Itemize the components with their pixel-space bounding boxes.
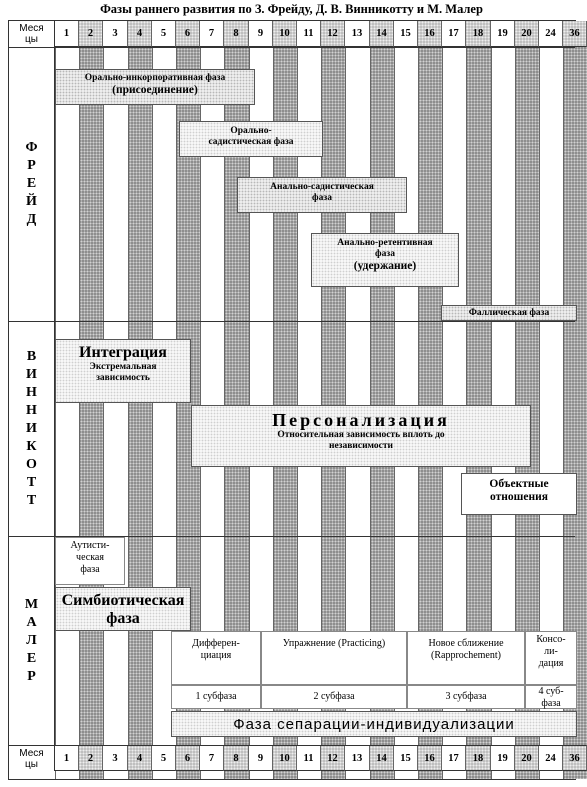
month-header-bottom: 7 — [200, 745, 224, 771]
rapprochement-subphase — [407, 631, 525, 685]
phase-label: Объектные — [489, 478, 549, 490]
month-header-bottom: 1 — [55, 745, 79, 771]
month-header-top: 7 — [200, 21, 224, 47]
month-header-bottom: 36 — [563, 745, 587, 771]
month-header-bottom: 18 — [466, 745, 491, 771]
month-header-bottom: 10 — [273, 745, 297, 771]
subphase-3 — [407, 685, 525, 709]
phase-label: дация — [538, 658, 564, 669]
month-header-bottom: 5 — [152, 745, 176, 771]
phase-sublabel: Экстремальная — [89, 362, 157, 372]
month-header-bottom: 6 — [176, 745, 200, 771]
subphase-label: 4 суб- — [538, 686, 564, 697]
phase-label: Упражнение (Practicing) — [282, 638, 386, 649]
month-header-bottom: 17 — [442, 745, 466, 771]
phase-label: Симбиотическая — [61, 592, 185, 609]
month-header-bottom: 9 — [249, 745, 273, 771]
section-label: МАЛЕР — [24, 596, 39, 684]
object-relations-phase — [461, 473, 577, 515]
month-header-top: 6 — [176, 21, 200, 47]
month-header-top: 19 — [491, 21, 515, 47]
phase-label: фаза — [312, 193, 332, 203]
month-header-top: 20 — [515, 21, 539, 47]
section-freud — [9, 47, 55, 321]
section-label: ВИННИКОТТ — [26, 348, 37, 508]
phase-sublabel: (удержание) — [353, 260, 417, 272]
phase-label: Анально-ретентивная — [337, 238, 433, 248]
page-title: Фазы раннего развития по З. Фрейду, Д. В. Винникотту и М. Малер — [100, 2, 483, 16]
symbiotic-phase — [55, 587, 191, 631]
month-label-text: Меся цы — [19, 748, 44, 770]
phase-sublabel: зависимость — [96, 373, 150, 383]
month-header-bottom: 24 — [539, 745, 563, 771]
phase-sublabel: (присоединение) — [112, 84, 198, 96]
subphase-4 — [525, 685, 577, 709]
month-label-bottom — [9, 745, 55, 771]
anal-sadistic-phase — [237, 177, 407, 213]
oral-incorporative-phase — [55, 69, 255, 105]
integration-phase — [55, 339, 191, 403]
phase-label: Орально-инкорпоративная фаза — [84, 73, 226, 83]
phase-label: садистическая фаза — [208, 137, 294, 147]
month-header-bottom: 4 — [128, 745, 152, 771]
subphase-label: 3 субфаза — [445, 691, 487, 702]
phase-sublabel: Относительная зависимость вплоть до — [277, 430, 445, 440]
month-header-top: 12 — [321, 21, 345, 47]
month-header-bottom: 14 — [370, 745, 394, 771]
phase-label: Анально-садистическая — [270, 182, 374, 192]
phase-label: Фаза сепарации-индивидуализации — [233, 716, 515, 733]
month-label-text: Меся цы — [19, 23, 44, 45]
subphase-label: 1 субфаза — [195, 691, 237, 702]
phase-label: Аутисти- — [70, 540, 110, 551]
phallic-phase — [441, 305, 577, 321]
divider — [9, 745, 575, 746]
section-winnicott — [9, 321, 55, 536]
month-header-bottom: 19 — [491, 745, 515, 771]
month-header-bottom: 3 — [103, 745, 128, 771]
phase-label: отношения — [490, 491, 548, 503]
month-header-top: 16 — [418, 21, 442, 47]
month-header-top: 14 — [370, 21, 394, 47]
phase-label: Фаллическая фаза — [468, 308, 550, 318]
month-header-top: 9 — [249, 21, 273, 47]
phase-label: Новое сближение — [428, 638, 504, 649]
separation-individuation-phase — [171, 711, 577, 737]
personalization-phase — [191, 405, 531, 467]
phase-sublabel: независимости — [328, 441, 393, 451]
phase-label: ческая — [76, 552, 104, 563]
divider — [9, 321, 575, 322]
subphase-label: 2 субфаза — [313, 691, 355, 702]
month-header-top: 11 — [297, 21, 321, 47]
month-header-bottom: 2 — [79, 745, 103, 771]
month-header-top: 36 — [563, 21, 587, 47]
phase-label: ли- — [544, 646, 558, 657]
month-header-bottom: 20 — [515, 745, 539, 771]
subphase-label: фаза — [541, 698, 561, 709]
month-header-top: 2 — [79, 21, 103, 47]
phase-label: фаза — [106, 610, 140, 627]
month-header-bottom: 8 — [224, 745, 249, 771]
month-header-bottom: 11 — [297, 745, 321, 771]
section-label: ФРЕЙД — [25, 140, 38, 227]
phase-label: Консо- — [536, 634, 566, 645]
month-header-top: 18 — [466, 21, 491, 47]
month-header-top: 1 — [55, 21, 79, 47]
month-header-top: 4 — [128, 21, 152, 47]
month-header-top: 13 — [345, 21, 370, 47]
consolidation-subphase — [525, 631, 577, 685]
oral-sadistic-phase — [179, 121, 323, 157]
differentiation-subphase — [171, 631, 261, 685]
month-header-top: 10 — [273, 21, 297, 47]
phase-label: Персонализация — [272, 410, 450, 430]
month-header-top: 3 — [103, 21, 128, 47]
phase-label: (Rapprochement) — [431, 650, 501, 661]
phase-label: Дифферен- — [192, 638, 240, 649]
month-header-bottom: 12 — [321, 745, 345, 771]
phase-label: Орально- — [230, 126, 272, 136]
section-mahler — [9, 536, 55, 745]
month-header-top: 8 — [224, 21, 249, 47]
month-header-bottom: 15 — [394, 745, 418, 771]
autistic-phase — [55, 537, 125, 585]
month-label-top — [9, 21, 55, 47]
phase-label: фаза — [375, 249, 395, 259]
divider — [9, 47, 575, 48]
month-header-top: 24 — [539, 21, 563, 47]
phase-label: фаза — [80, 564, 100, 575]
month-header-top: 5 — [152, 21, 176, 47]
phase-label: Интеграция — [79, 344, 167, 361]
month-header-top: 17 — [442, 21, 466, 47]
month-header-bottom: 13 — [345, 745, 370, 771]
practicing-subphase — [261, 631, 407, 685]
phase-label: циация — [200, 650, 232, 661]
month-header-top: 15 — [394, 21, 418, 47]
month-header-bottom: 16 — [418, 745, 442, 771]
subphase-2 — [261, 685, 407, 709]
subphase-1 — [171, 685, 261, 709]
phase-diagram — [8, 20, 580, 780]
anal-retentive-phase — [311, 233, 459, 287]
